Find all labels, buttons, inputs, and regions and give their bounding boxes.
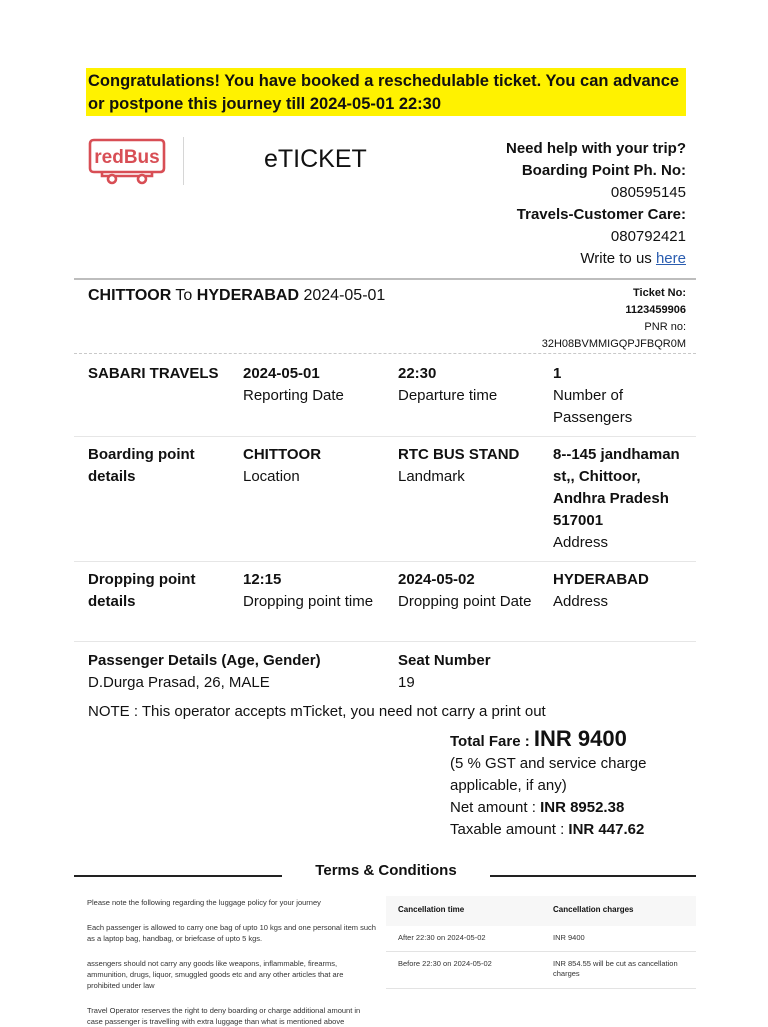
passenger-count: 1 [553, 365, 562, 382]
page-title: eTICKET [264, 145, 367, 173]
cancellation-charge: INR 9400 [553, 933, 585, 942]
departure-time: 22:30 [398, 365, 437, 382]
passenger-count-label: Number of Passengers [553, 387, 633, 426]
row-divider [74, 436, 696, 437]
route-to-word: To [175, 287, 193, 304]
passenger-details-label: Passenger Details (Age, Gender) [88, 652, 321, 669]
row-divider [386, 988, 696, 989]
row-divider [74, 561, 696, 562]
gst-note: (5 % GST and service charge applicable, if any) [450, 755, 647, 794]
svg-text:redBus: redBus [94, 147, 160, 168]
dropping-time-label: Dropping point time [243, 593, 374, 610]
reschedule-banner-text: Congratulations! You have booked a reschedulable ticket. You can advance or postpone this journey till 2024-05-01 22:30 [88, 72, 680, 113]
redbus-logo-icon [88, 138, 166, 186]
reschedule-banner [86, 68, 686, 116]
dropping-date-label: Dropping point Date [398, 593, 532, 610]
route-line [88, 287, 385, 305]
boarding-location: CHITTOOR [243, 446, 322, 463]
reporting-date: 2024-05-01 [243, 365, 320, 382]
route-to: HYDERABAD [196, 287, 300, 304]
dropping-time: 12:15 [243, 571, 282, 588]
seat-number: 19 [398, 674, 415, 691]
ticket-info [542, 285, 686, 353]
pnr-label: PNR no: [644, 321, 686, 333]
fare-block [450, 728, 670, 841]
luggage-policy-item: Each passenger is allowed to carry one bag of upto 10 kgs and one personal item such as a laptop bag, handbag, or briefcase of upto 5 kgs. [87, 923, 376, 943]
boarding-location-label: Location [243, 468, 300, 485]
redbus-logo [88, 138, 166, 191]
customer-care-label: Travels-Customer Care: [516, 206, 686, 223]
row-divider [74, 641, 696, 642]
total-fare-value: INR 9400 [533, 726, 627, 751]
ticket-no-label: Ticket No: [633, 287, 686, 299]
table-row [386, 959, 696, 983]
total-fare-label: Total Fare : [450, 733, 530, 750]
luggage-policy-intro: Please note the following regarding the luggage policy for your journey [87, 898, 321, 907]
cancellation-time-header: Cancellation time [398, 905, 465, 914]
boarding-address: 8--145 jandhaman st,, Chittoor, Andhra Pradesh 517001 [553, 446, 680, 529]
ticket-no: 1123459906 [625, 304, 686, 316]
boarding-phone: 080595145 [610, 184, 686, 201]
departure-time-label: Departure time [398, 387, 498, 404]
boarding-phone-label: Boarding Point Ph. No: [521, 162, 686, 179]
write-to-us-link[interactable]: here [655, 250, 686, 267]
header-divider [74, 278, 696, 280]
route-from: CHITTOOR [88, 287, 172, 304]
row-divider [386, 951, 696, 952]
cancellation-charge: INR 854.55 will be cut as cancellation charges [553, 959, 678, 978]
write-to-us-text: Write to us [580, 250, 652, 267]
help-title: Need help with your trip? [505, 140, 686, 157]
net-amount-label: Net amount : [450, 799, 536, 816]
route-date: 2024-05-01 [303, 287, 386, 304]
luggage-policy-item: assengers should not carry any goods like weapons, inflammable, firearms, ammunition, drugs, liquor, smuggled goods etc and any other articles that are prohibited under law [87, 959, 344, 990]
luggage-policy-item: Travel Operator reserves the right to deny boarding or charge additional amount in case passenger is travelling with extra luggage than what is mentioned above [87, 1006, 361, 1026]
boarding-label: Boarding point details [88, 446, 195, 485]
taxable-amount-value: INR 447.62 [568, 821, 645, 838]
terms-rule-left [74, 875, 282, 877]
net-amount-value: INR 8952.38 [540, 799, 625, 816]
customer-care-phone: 080792421 [610, 228, 686, 245]
passenger-details: D.Durga Prasad, 26, MALE [88, 674, 270, 691]
cancellation-table-header [386, 896, 696, 926]
dropping-label: Dropping point details [88, 571, 196, 610]
logo-divider [183, 137, 184, 185]
dropping-date: 2024-05-02 [398, 571, 475, 588]
route-divider [74, 353, 696, 354]
reporting-date-label: Reporting Date [243, 387, 344, 404]
table-row [386, 933, 696, 945]
cancellation-time: Before 22:30 on 2024-05-02 [398, 959, 492, 968]
boarding-landmark-label: Landmark [398, 468, 465, 485]
pnr-value: 32H08BVMMIGQPJFBQR0M [541, 338, 686, 350]
boarding-address-label: Address [553, 534, 609, 551]
terms-title: Terms & Conditions [315, 862, 457, 879]
seat-number-label: Seat Number [398, 652, 491, 669]
write-to-us [506, 248, 686, 270]
cancellation-time: After 22:30 on 2024-05-02 [398, 933, 486, 942]
operator-name: SABARI TRAVELS [88, 365, 219, 382]
help-block [506, 138, 686, 270]
cancellation-charges-header: Cancellation charges [553, 905, 634, 914]
dropping-address: HYDERABAD [553, 571, 649, 588]
mticket-note: NOTE : This operator accepts mTicket, you need not carry a print out [88, 703, 546, 720]
boarding-landmark: RTC BUS STAND [398, 446, 520, 463]
dropping-address-label: Address [553, 593, 609, 610]
taxable-amount-label: Taxable amount : [450, 821, 565, 838]
terms-rule-right [490, 875, 696, 877]
